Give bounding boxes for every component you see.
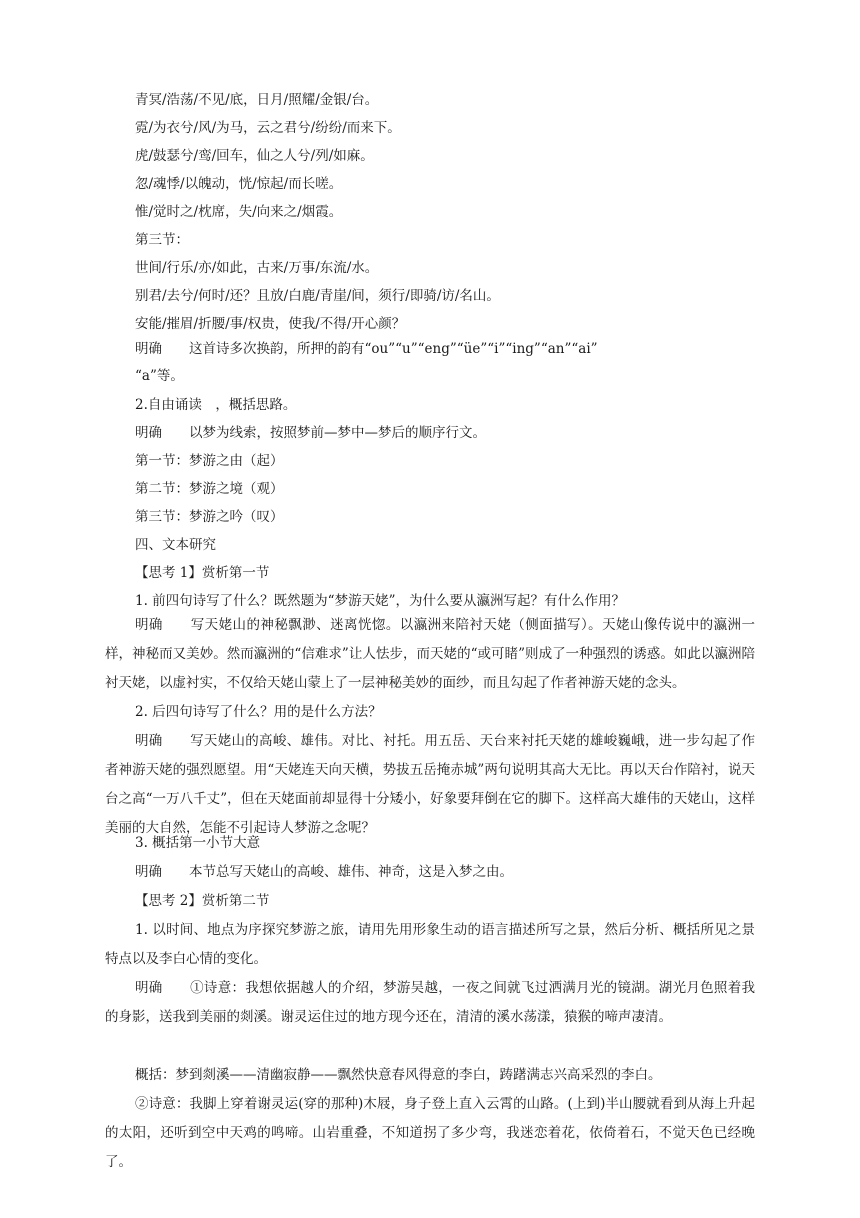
poem-line: 虎/鼓瑟兮/鸾/回车，仙之人兮/列/如麻。 <box>135 148 374 164</box>
answer-paragraph: 明确 ①诗意：我想依据越人的介绍，梦游吴越，一夜之间就飞过洒满月光的镜湖。湖光月色照着我的身影，送我到美丽的剡溪。谢灵运住过的地方现今还在，清清的溪水荡漾，猿猴的啼声凄清。 <box>105 980 755 1025</box>
poem-line: 青冥/浩荡/不见/底，日月/照耀/金银/台。 <box>135 92 379 108</box>
question-heading: 【思考 2】赏析第二节 <box>135 893 270 909</box>
answer-text: 明确 这首诗多次换韵，所押的韵有“ou”“u”“eng”“üe”“i”“ing”“an”“ai” <box>135 341 598 357</box>
answer-text: 明确 以梦为线索，按照梦前—梦中—梦后的顺序行文。 <box>135 425 486 441</box>
answer-text: “a”等。 <box>135 368 184 384</box>
section-heading: 四、文本研究 <box>135 537 216 553</box>
question-text: 3. 概括第一小节大意 <box>135 835 261 851</box>
outline-item: 第三节：梦游之吟（叹） <box>135 509 284 525</box>
section-heading: 第三节： <box>135 232 189 248</box>
outline-item: 第一节：梦游之由（起） <box>135 453 284 469</box>
answer-paragraph: 概括：梦到剡溪——清幽寂静——飘然快意春风得意的李白，踌躇满志兴高采烈的李白。 <box>135 1067 662 1083</box>
answer-paragraph: 明确 本节总写天姥山的高峻、雄伟、神奇，这是入梦之由。 <box>135 864 513 880</box>
poem-line: 别君/去兮/何时/还？且放/白鹿/青崖/间，须行/即骑/访/名山。 <box>135 288 500 304</box>
question-heading: 【思考 1】赏析第一节 <box>135 565 270 581</box>
answer-paragraph: 明确 写天姥山的神秘飘渺、迷离恍惚。以瀛洲来陪衬天姥（侧面描写）。天姥山像传说中的瀛洲一样，神秘而又美妙。然而瀛洲的“信难求”让人怯步，而天姥的“或可睹”则成了一种强烈的诱惑。如此以瀛洲陪衬天姥，以虚衬实，不仅给天姥山蒙上了一层神秘美妙的面纱，而且勾起了作者神游天姥的念头。 <box>105 617 755 691</box>
poem-line: 惟/觉时之/枕席，失/向来之/烟霞。 <box>135 204 343 220</box>
answer-paragraph: ②诗意：我脚上穿着谢灵运(穿的那种)木屐，身子登上直入云霄的山路。(上到)半山腰就看到从海上升起的太阳，还听到空中天鸡的鸣啼。山岩重叠，不知道拐了多少弯，我迷恋着花，依倚着石，不觉天色已经晚了。 <box>105 1096 755 1170</box>
answer-paragraph: 明确 写天姥山的高峻、雄伟。对比、衬托。用五岳、天台来衬托天姥的雄峻巍峨，进一步勾起了作者神游天姥的强烈愿望。用“天姥连天向天横，势拔五岳掩赤城”两句说明其高大无比。再以天台作陪衬，说天台之高“一万八千丈”，但在天姥面前却显得十分矮小，好象要拜倒在它的脚下。这样高大雄伟的天姥山，这样美丽的大自然，怎能不引起诗人梦游之念呢？ <box>105 733 755 836</box>
question-text: 2.自由诵读 ，概括思路。 <box>135 397 297 413</box>
question-text: 1. 前四句诗写了什么？既然题为“梦游天姥”，为什么要从瀛洲写起？有什么作用？ <box>135 593 625 609</box>
poem-line: 忽/魂悸/以魄动，恍/惊起/而长嗟。 <box>135 176 343 192</box>
poem-line: 霓/为衣兮/风/为马，云之君兮/纷纷/而来下。 <box>135 120 401 136</box>
poem-line: 安能/摧眉/折腰/事/权贵，使我/不得/开心颜？ <box>135 316 406 332</box>
poem-line: 世间/行乐/亦/如此，古来/万事/东流/水。 <box>135 260 379 276</box>
question-text: 2. 后四句诗写了什么？用的是什么方法？ <box>135 704 382 720</box>
outline-item: 第二节：梦游之境（观） <box>135 481 284 497</box>
question-text: 1. 以时间、地点为序探究梦游之旅，请用先用形象生动的语言描述所写之景，然后分析、概括所见之景特点以及李白心情的变化。 <box>105 922 755 967</box>
